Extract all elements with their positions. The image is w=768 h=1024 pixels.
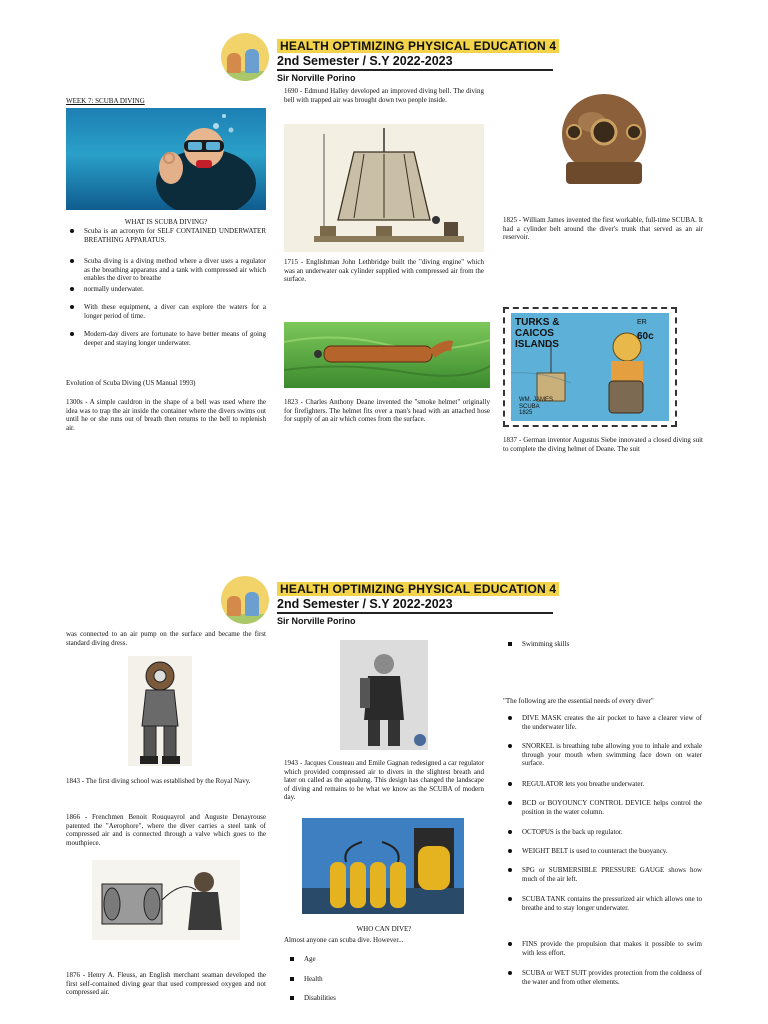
bullet-5-text: Modern-day divers are fortunate to have better means of going deeper and staying longer underwater. <box>84 330 266 347</box>
who-intro: Almost anyone can scuba dive. However... <box>284 936 404 944</box>
header-semester: 2nd Semester / S.Y 2022-2023 <box>277 597 453 611</box>
header-semester: 2nd Semester / S.Y 2022-2023 <box>277 54 453 68</box>
who-item-disabilities-text: Disabilities <box>304 994 336 1002</box>
history-1825: 1825 - William James invented the first workable, full-time SCUBA. It had a cylinder belt around the diver's trunk that served as an air reservoir. <box>503 216 703 242</box>
diving-helmet-photo <box>552 86 656 194</box>
stamp-value: 60c <box>637 331 654 342</box>
gear-octopus-name: OCTOPUS <box>522 828 554 836</box>
history-1690: 1690 - Edmund Halley developed an improved diving bell. The diving bell with trapped air was brought down two people inside. <box>284 87 484 104</box>
evolution-heading: Evolution of Scuba Diving (US Manual 1993) <box>66 379 196 387</box>
gear-weight-belt-text: is used to counteract the buoyancy. <box>569 847 668 855</box>
diving-dress-illustration <box>128 656 192 766</box>
history-1876: 1876 - Henry A. Fleuss, an English merchant seaman developed the first self-contained diving gear that used compressed oxygen and not compressed air. <box>66 971 266 997</box>
history-1823: 1823 - Charles Anthony Deane invented the "smoke helmet" originally for firefighters. The helmet fits over a man's head with an attached hose for supply of an air which comes from the surface. <box>284 398 490 424</box>
gear-spg <box>522 866 702 883</box>
header-rule <box>277 69 553 71</box>
who-item-health-text: Health <box>304 975 323 983</box>
history-1300s: 1300s - A simple cauldron in the shape of a bell was used where the idea was to trap the air inside the container where the divers swims out until he or she runs out of breath then returns to the bell to replenish air. <box>66 398 266 432</box>
who-item-age-text: Age <box>304 955 316 963</box>
gear-dive-mask <box>522 714 702 731</box>
gear-weight-belt <box>522 847 702 856</box>
history-1837: 1837 - German inventor Augustus Siebe innovated a closed diving suit to complete the diving helmet of Deane. The suit <box>503 436 703 453</box>
week-title: WEEK 7: SCUBA DIVING <box>66 97 145 105</box>
bullet-4-text: With these equipment, a diver can explore the waters for a longer period of time. <box>84 303 266 320</box>
aqualung-tanks-photo <box>302 818 464 914</box>
bullet-2 <box>84 257 266 283</box>
who-item-swimming <box>522 640 702 649</box>
gear-spg-text: shows how much of the air left. <box>522 866 703 883</box>
header-teacher: Sir Norville Porino <box>277 616 356 626</box>
page-header <box>221 33 557 85</box>
gear-spg-name: SPG or SUBMERSIBLE PRESSURE GAUGE <box>522 866 665 874</box>
bullet-3-text: normally underwater. <box>84 285 144 293</box>
gear-dive-mask-text: creates the air pocket to have a clearer view of the underwater life. <box>522 714 702 731</box>
stamp-caption-year: 1825 <box>519 410 533 416</box>
gear-scuba-tank <box>522 895 702 912</box>
who-item-age <box>304 955 464 964</box>
scuba-diver-photo <box>66 108 266 210</box>
school-logo <box>221 33 269 81</box>
page-header-2 <box>221 576 557 628</box>
gear-octopus <box>522 828 702 837</box>
bullet-1-text: Scuba is an acronym for SELF CONTAINED UNDERWATER BREATHING APPARATUS. <box>84 227 266 244</box>
gear-snorkel-text: is breathing tube allowing you to inhale and exhale through your mouth when swimming face down on water surface. <box>522 742 703 768</box>
aerophore-illustration <box>92 860 240 940</box>
bullet-2-text: Scuba diving is a diving method where a diver uses a regulator as the breathing apparatus and a tank with compressed air which enables the diver to breathe <box>84 257 266 283</box>
who-item-swimming-text: Swimming skills <box>522 640 570 648</box>
who-item-health <box>304 975 464 984</box>
bullet-5 <box>84 330 266 347</box>
gear-regulator <box>522 780 702 789</box>
stamp-caption <box>519 397 553 417</box>
gear-octopus-text: is the back up regulator. <box>555 828 623 836</box>
gear-wet-suit-name: SCUBA or WET SUIT <box>522 969 587 977</box>
what-heading: WHAT IS SCUBA DIVING? <box>124 218 208 226</box>
bullet-1 <box>84 227 266 244</box>
gear-fins-name: FINS <box>522 940 538 948</box>
gear-snorkel-name: SNORKEL <box>522 742 555 750</box>
gear-snorkel <box>522 742 702 768</box>
who-item-disabilities <box>304 994 464 1003</box>
header-teacher: Sir Norville Porino <box>277 73 356 83</box>
gear-fins <box>522 940 702 957</box>
header-rule <box>277 612 553 614</box>
gear-bcd-name: BCD or BOYOUNCY CONTROL DEVICE <box>522 799 651 807</box>
who-heading: WHO CAN DIVE? <box>356 925 412 933</box>
header-title: HEALTH OPTIMIZING PHYSICAL EDUCATION 4 <box>277 39 559 53</box>
diving-engine-illustration <box>284 322 490 388</box>
history-1866: 1866 - Frenchmen Benoit Rouquayrol and Auguste Denayrouse patented the "Aerophore", where the diver carries a steel tank of compressed air and is connected through a valve which goes to the mouthpiece. <box>66 813 266 847</box>
gear-wet-suit-text: provides protection from the coldness of the water and from other elements. <box>522 969 703 986</box>
history-1843: 1843 - The first diving school was established by the Royal Navy. <box>66 777 251 785</box>
bullet-3 <box>84 285 266 294</box>
bullet-4 <box>84 303 266 320</box>
stamp-country: TURKS & CAICOS ISLANDS <box>515 317 560 350</box>
gear-regulator-name: REGULATOR <box>522 780 564 788</box>
gear-dive-mask-name: DIVE MASK <box>522 714 562 722</box>
gear-fins-text: provide the propulsion that makes it possible to swim with less effort. <box>522 940 702 957</box>
gear-regulator-text: lets you breathe underwater. <box>565 780 645 788</box>
page-2 <box>0 548 768 1024</box>
cousteau-photo <box>340 640 428 750</box>
gear-weight-belt-name: WEIGHT BELT <box>522 847 568 855</box>
wm-james-stamp <box>503 307 677 427</box>
stamp-caption-scuba: SCUBA <box>519 403 540 410</box>
gear-bcd-text: helps control the position in the water column. <box>522 799 703 816</box>
history-1943: 1943 - Jacques Cousteau and Emile Gagnan redesigned a car regulator which provided compressed air to divers in the slightest breath and later on called as the aqualung. This design has changed the landscape of diving and remains to be what we know as the SCUBA of modern day. <box>284 759 484 802</box>
gear-intro: "The following are the essential needs of every diver" <box>503 697 654 705</box>
header-title: HEALTH OPTIMIZING PHYSICAL EDUCATION 4 <box>277 582 559 596</box>
stamp-caption-name: WM. JAMES <box>519 397 553 403</box>
school-logo <box>221 576 269 624</box>
history-1715: 1715 - Englishman John Lethbridge built the "diving engine" which was an underwater oak cylinder supplied with compressed air from the surface. <box>284 258 484 284</box>
gear-scuba-tank-text: contains the pressurized air which allows one to breathe and to stay longer underwater. <box>522 895 703 912</box>
diving-bell-illustration <box>284 124 484 252</box>
gear-scuba-tank-name: SCUBA TANK <box>522 895 566 903</box>
stamp-er: ER <box>637 319 647 326</box>
gear-wet-suit <box>522 969 702 986</box>
history-1837-cont: was connected to an air pump on the surface and became the first standard diving dress. <box>66 630 266 647</box>
gear-bcd <box>522 799 702 816</box>
